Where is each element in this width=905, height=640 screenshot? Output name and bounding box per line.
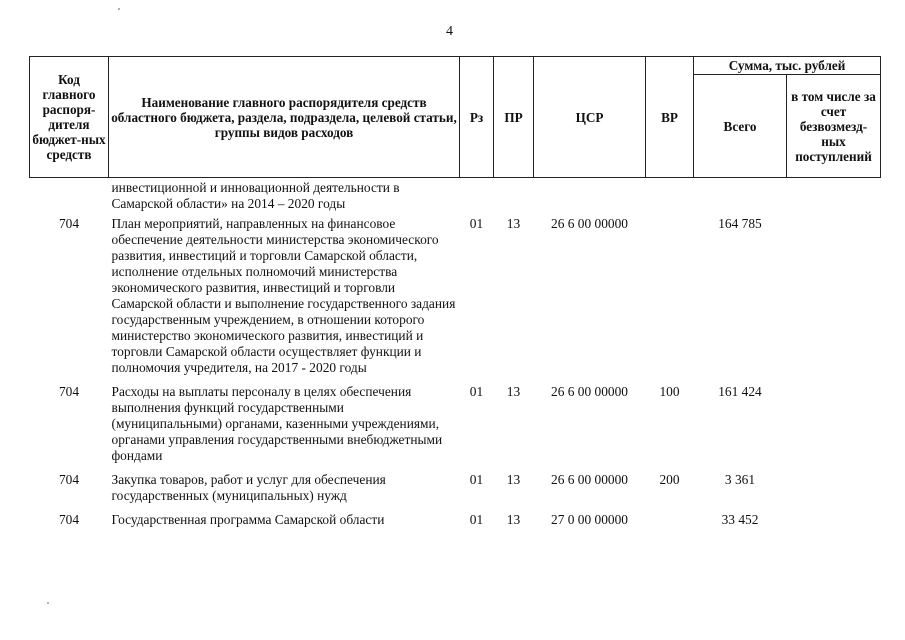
- cell-rz: 01: [469, 512, 484, 527]
- header-bezvozm: в том числе за счет безвозмезд-ных поступлений: [787, 75, 881, 178]
- cell-total: 164 785: [718, 216, 762, 231]
- cell-code: 704: [58, 384, 80, 399]
- cell-total: 33 452: [721, 512, 759, 527]
- table-row: [30, 468, 881, 508]
- table-row: [30, 508, 881, 532]
- cell-bezvozm: [787, 468, 881, 508]
- cell-rz: 01: [469, 216, 484, 231]
- header-vr: ВР: [646, 57, 694, 178]
- cell-name: Расходы на выплаты персоналу в целях обеспечения выполнения функций государственными (муниципальными) органами, казенными учреждениями, органами управления государственными внебюджетными фондами: [111, 384, 443, 463]
- cell-vr: [646, 212, 694, 380]
- cell-pr: 13: [506, 384, 521, 399]
- cell-code: [30, 178, 109, 213]
- cell-vr: 100: [659, 384, 680, 399]
- cell-name: План мероприятий, направленных на финансовое обеспечение деятельности министерства экономического развития, инвестиций и торговли Самарской области, исполнение отдельных полномочий министерства экономического развития, инвестиций и торговли Самарской области и выполнение государственного задания государственным учреждением, в отношении которого министерство экономического развития, инвестиций и торговли Самарской области осуществляет функции и полномочия учредителя, на 2017 - 2020 годы: [111, 216, 456, 375]
- cell-csr: [534, 178, 646, 213]
- header-name: Наименование главного распорядителя средств областного бюджета, раздела, подраздела, целевой статьи, группы видов расходов: [109, 57, 460, 178]
- cell-rz: 01: [469, 384, 484, 399]
- scan-speck: [118, 8, 120, 10]
- header-pr: ПР: [494, 57, 534, 178]
- table-row: [30, 380, 881, 468]
- page-number: 4: [446, 24, 453, 39]
- cell-total: 3 361: [724, 472, 756, 487]
- budget-table: [29, 56, 881, 532]
- cell-name: Закупка товаров, работ и услуг для обеспечения государственных (муниципальных) нужд: [111, 472, 386, 503]
- cell-code: 704: [58, 472, 80, 487]
- cell-csr: 26 6 00 00000: [551, 384, 628, 399]
- table-header: [30, 57, 881, 178]
- cell-vr: [646, 178, 694, 213]
- table-row: [30, 212, 881, 380]
- header-rz: Рз: [460, 57, 494, 178]
- cell-pr: 13: [506, 216, 521, 231]
- cell-total: [694, 178, 787, 213]
- scan-speck: [47, 602, 49, 604]
- table-row: [30, 178, 881, 213]
- cell-bezvozm: [787, 508, 881, 532]
- cell-name: инвестиционной и инновационной деятельности в Самарской области» на 2014 – 2020 годы: [111, 180, 400, 211]
- header-csr: ЦСР: [534, 57, 646, 178]
- cell-total: 161 424: [718, 384, 762, 399]
- cell-pr: 13: [506, 512, 521, 527]
- cell-bezvozm: [787, 212, 881, 380]
- cell-code: 704: [58, 512, 80, 527]
- cell-vr: 200: [659, 472, 680, 487]
- cell-pr: 13: [506, 472, 521, 487]
- cell-name: Государственная программа Самарской области: [111, 512, 385, 527]
- header-sum: Сумма, тыс. рублей: [694, 57, 881, 75]
- cell-csr: 26 6 00 00000: [551, 472, 628, 487]
- cell-code: 704: [58, 216, 80, 231]
- cell-vr: [646, 508, 694, 532]
- cell-rz: [460, 178, 494, 213]
- header-code: Код главного распоря-дителя бюджет-ных средств: [30, 57, 109, 178]
- cell-csr: 26 6 00 00000: [551, 216, 628, 231]
- cell-csr: 27 0 00 00000: [551, 512, 628, 527]
- cell-rz: 01: [469, 472, 484, 487]
- cell-pr: [494, 178, 534, 213]
- cell-bezvozm: [787, 178, 881, 213]
- header-total: Всего: [694, 75, 787, 178]
- cell-bezvozm: [787, 380, 881, 468]
